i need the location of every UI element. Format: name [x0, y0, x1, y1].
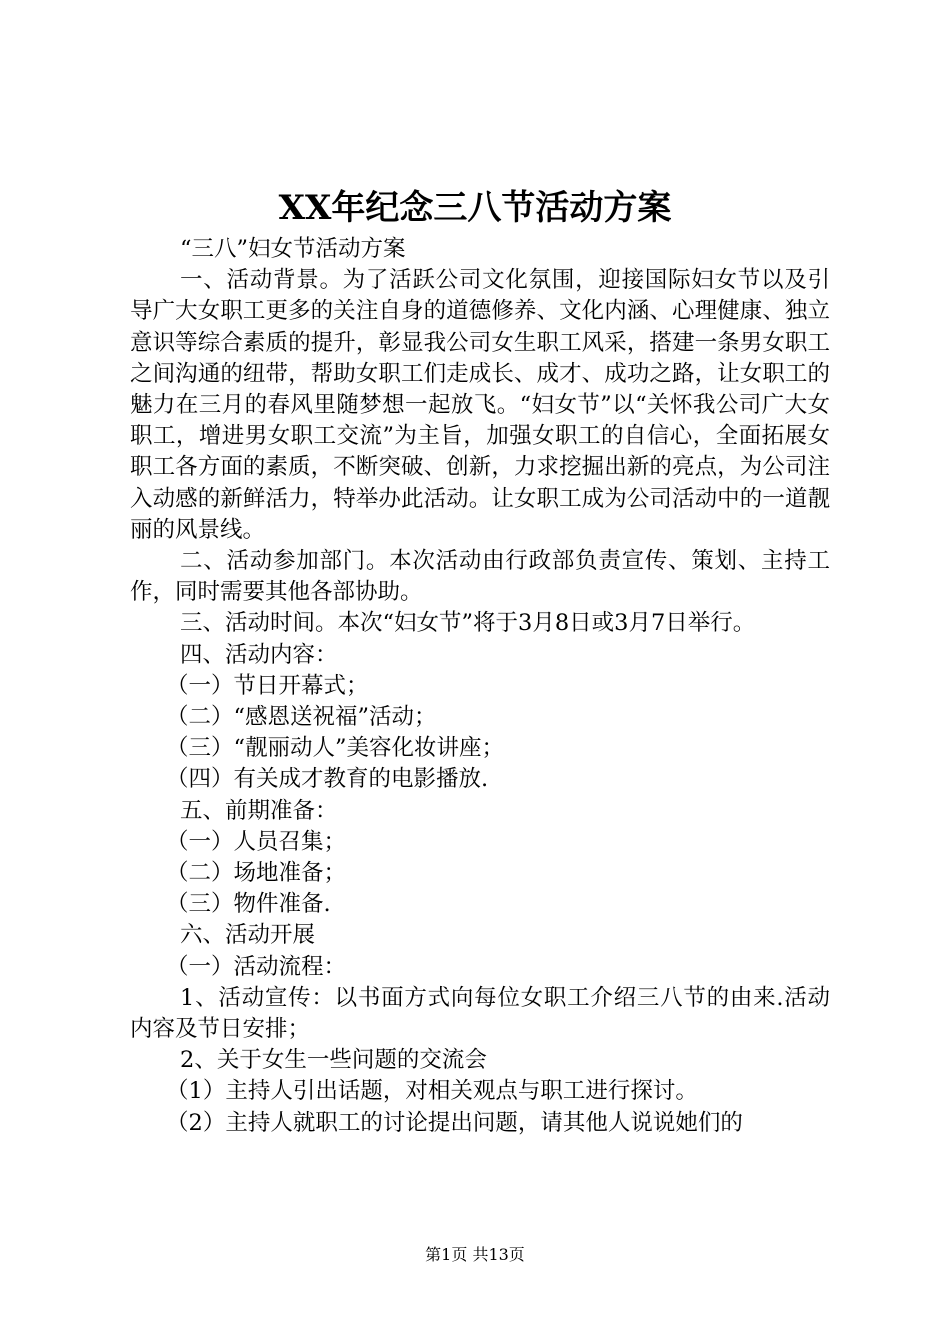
paragraph: 四、活动内容：: [180, 641, 338, 668]
paragraph: （一）节日开幕式；: [166, 672, 369, 699]
paragraph: 2、关于女生一些问题的交流会: [180, 1047, 487, 1074]
paragraph: （二）“感恩送祝福”活动；: [166, 704, 437, 731]
paragraph: “三八”妇女节活动方案: [180, 236, 406, 262]
paragraph: 二、活动参加部门。本次活动由行政部负责宣传、策划、主持工作，同时需要其他各部协助。: [130, 548, 830, 606]
paragraph: 1、活动宣传：以书面方式向每位女职工介绍三八节的由来.活动内容及节日安排；: [130, 984, 830, 1043]
paragraph: （二）场地准备；: [166, 860, 347, 887]
paragraph: （一）人员召集；: [166, 828, 347, 855]
paragraph: 三、活动时间。本次“妇女节”将于3月8日或3月7日举行。: [180, 610, 756, 637]
paragraph: （一）活动流程：: [166, 953, 347, 980]
page-footer: 第1页 共13页: [425, 1245, 525, 1264]
paragraph: 六、活动开展: [180, 922, 316, 949]
paragraph: （2）主持人就职工的讨论提出问题，请其他人说说她们的: [166, 1109, 743, 1136]
paragraph: （三）“靓丽动人”美容化妆讲座；: [166, 735, 505, 762]
paragraph: 五、前期准备：: [180, 797, 338, 824]
document-body: [130, 234, 830, 1139]
paragraph: （三）物件准备.: [166, 891, 331, 918]
paragraph: （1）主持人引出话题，对相关观点与职工进行探讨。: [166, 1078, 698, 1105]
paragraph: 一、活动背景。为了活跃公司文化氛围，迎接国际妇女节以及引导广大女职工更多的关注自身的道德修养、文化内涵、心理健康、独立意识等综合素质的提升，彰显我公司女生职工风采，搭建一条男女职工之间沟通的纽带，帮助女职工们走成长、成才、成功之路，让女职工的魅力在三月的春风里随梦想一起放飞。“妇女节”以“关怀我公司广大女职工，增进男女职工交流”为主旨，加强女职工的自信心，全面拓展女职工各方面的素质，不断突破、创新，力求挖掘出新的亮点，为公司注入动感的新鲜活力，特举办此活动。让女职工成为公司活动中的一道靓丽的风景线。: [130, 267, 830, 543]
paragraph: （四）有关成才教育的电影播放.: [166, 766, 489, 793]
document-title: XX年纪念三八节活动方案: [278, 188, 672, 228]
